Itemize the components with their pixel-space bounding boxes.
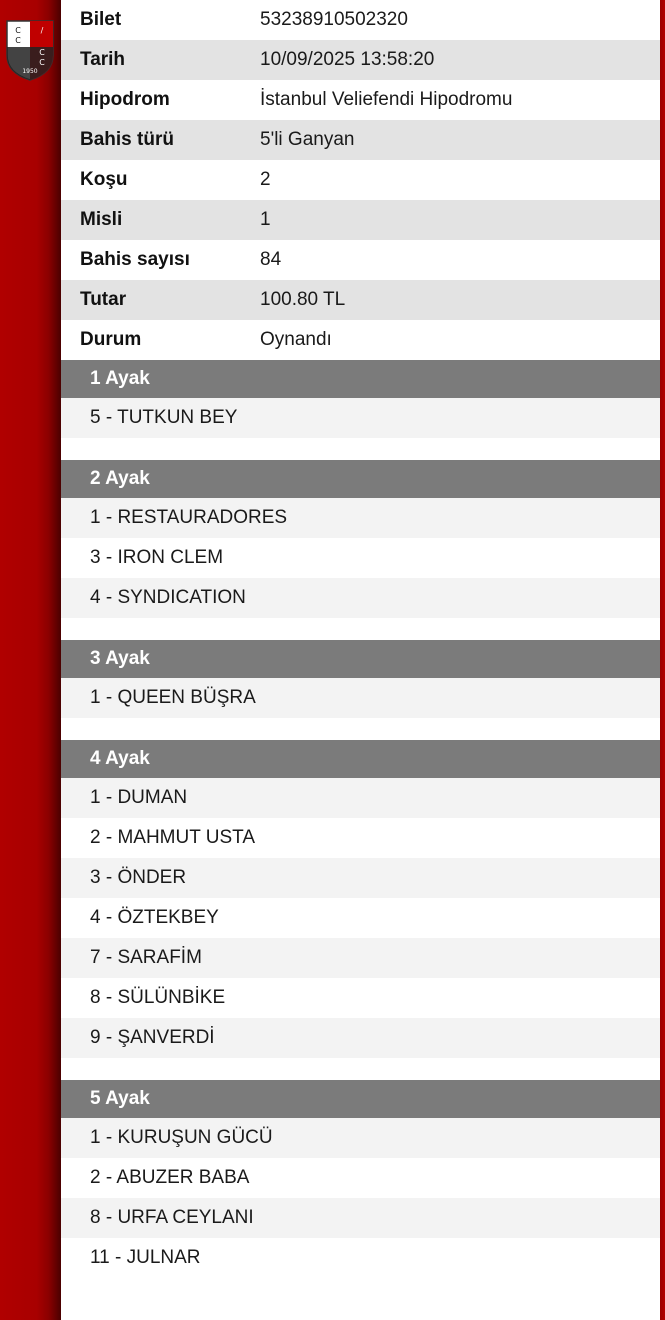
info-label: Tutar	[80, 289, 127, 310]
info-row	[61, 280, 660, 320]
horse-row: 11 - JULNAR	[90, 1247, 201, 1268]
svg-text:/: /	[40, 26, 44, 35]
horse-row: 1 - QUEEN BÜŞRA	[61, 678, 660, 718]
horse-list	[61, 498, 660, 618]
horse-row: 8 - URFA CEYLANI	[61, 1198, 660, 1238]
info-row	[61, 240, 660, 280]
horse-row: 4 - SYNDICATION	[61, 578, 660, 618]
info-label: Koşu	[80, 169, 128, 190]
info-value: 84	[260, 249, 282, 270]
horse-row: 8 - SÜLÜNBİKE	[90, 987, 226, 1008]
horse-list	[61, 398, 660, 438]
leg-section	[61, 640, 660, 718]
legs-list	[61, 360, 660, 1278]
leg-header: 1 Ayak	[61, 360, 660, 398]
logo-year: 1950	[22, 68, 38, 75]
info-label: Bahis sayısı	[80, 249, 190, 270]
horse-row: 9 - ŞANVERDİ	[61, 1018, 660, 1058]
info-value: 5'li Ganyan	[260, 129, 355, 150]
info-label: Misli	[80, 209, 123, 230]
info-value: İstanbul Veliefendi Hipodromu	[260, 89, 513, 110]
horse-list	[61, 678, 660, 718]
info-row	[61, 120, 660, 160]
info-row	[61, 40, 660, 80]
leg-section	[61, 1080, 660, 1278]
svg-text:C: C	[39, 48, 45, 57]
horse-list	[61, 778, 660, 1058]
right-edge-border	[660, 0, 665, 1320]
info-row	[61, 80, 660, 120]
horse-row: 3 - IRON CLEM	[90, 547, 224, 568]
svg-text:C: C	[15, 36, 21, 45]
svg-text:C: C	[39, 58, 45, 67]
horse-row: 1 - KURUŞUN GÜCÜ	[61, 1118, 660, 1158]
sidebar	[0, 0, 61, 1320]
horse-row: 5 - TUTKUN BEY	[61, 398, 660, 438]
horse-row: 7 - SARAFİM	[61, 938, 660, 978]
info-row	[61, 320, 660, 360]
ticket-detail	[61, 0, 660, 1300]
info-value: 100.80 TL	[260, 289, 346, 310]
horse-row: 2 - ABUZER BABA	[90, 1167, 250, 1188]
info-label: Tarih	[80, 49, 126, 70]
horse-row: 1 - RESTAURADORES	[61, 498, 660, 538]
club-logo-icon[interactable]	[5, 19, 55, 81]
horse-row: 4 - ÖZTEKBEY	[90, 907, 219, 928]
info-label: Bilet	[80, 9, 122, 30]
svg-text:C: C	[15, 26, 21, 35]
leg-section	[61, 360, 660, 438]
leg-header: 4 Ayak	[61, 740, 660, 778]
info-label: Hipodrom	[80, 89, 170, 110]
horse-row: 3 - ÖNDER	[61, 858, 660, 898]
leg-header: 3 Ayak	[61, 640, 660, 678]
info-value: 10/09/2025 13:58:20	[260, 49, 435, 70]
info-label: Bahis türü	[80, 129, 174, 150]
leg-section	[61, 740, 660, 1058]
leg-header: 5 Ayak	[61, 1080, 660, 1118]
horse-list	[61, 1118, 660, 1278]
leg-section	[61, 460, 660, 618]
leg-header: 2 Ayak	[61, 460, 660, 498]
info-label: Durum	[80, 329, 142, 350]
info-row	[61, 200, 660, 240]
horse-row: 1 - DUMAN	[61, 778, 660, 818]
info-value: 53238910502320	[260, 9, 408, 30]
info-row	[61, 160, 660, 200]
info-value: 1	[260, 209, 271, 230]
info-row	[61, 0, 660, 40]
ticket-info-table	[61, 0, 660, 360]
horse-row: 2 - MAHMUT USTA	[90, 827, 256, 848]
info-value: 2	[260, 169, 271, 190]
info-value: Oynandı	[260, 329, 332, 350]
